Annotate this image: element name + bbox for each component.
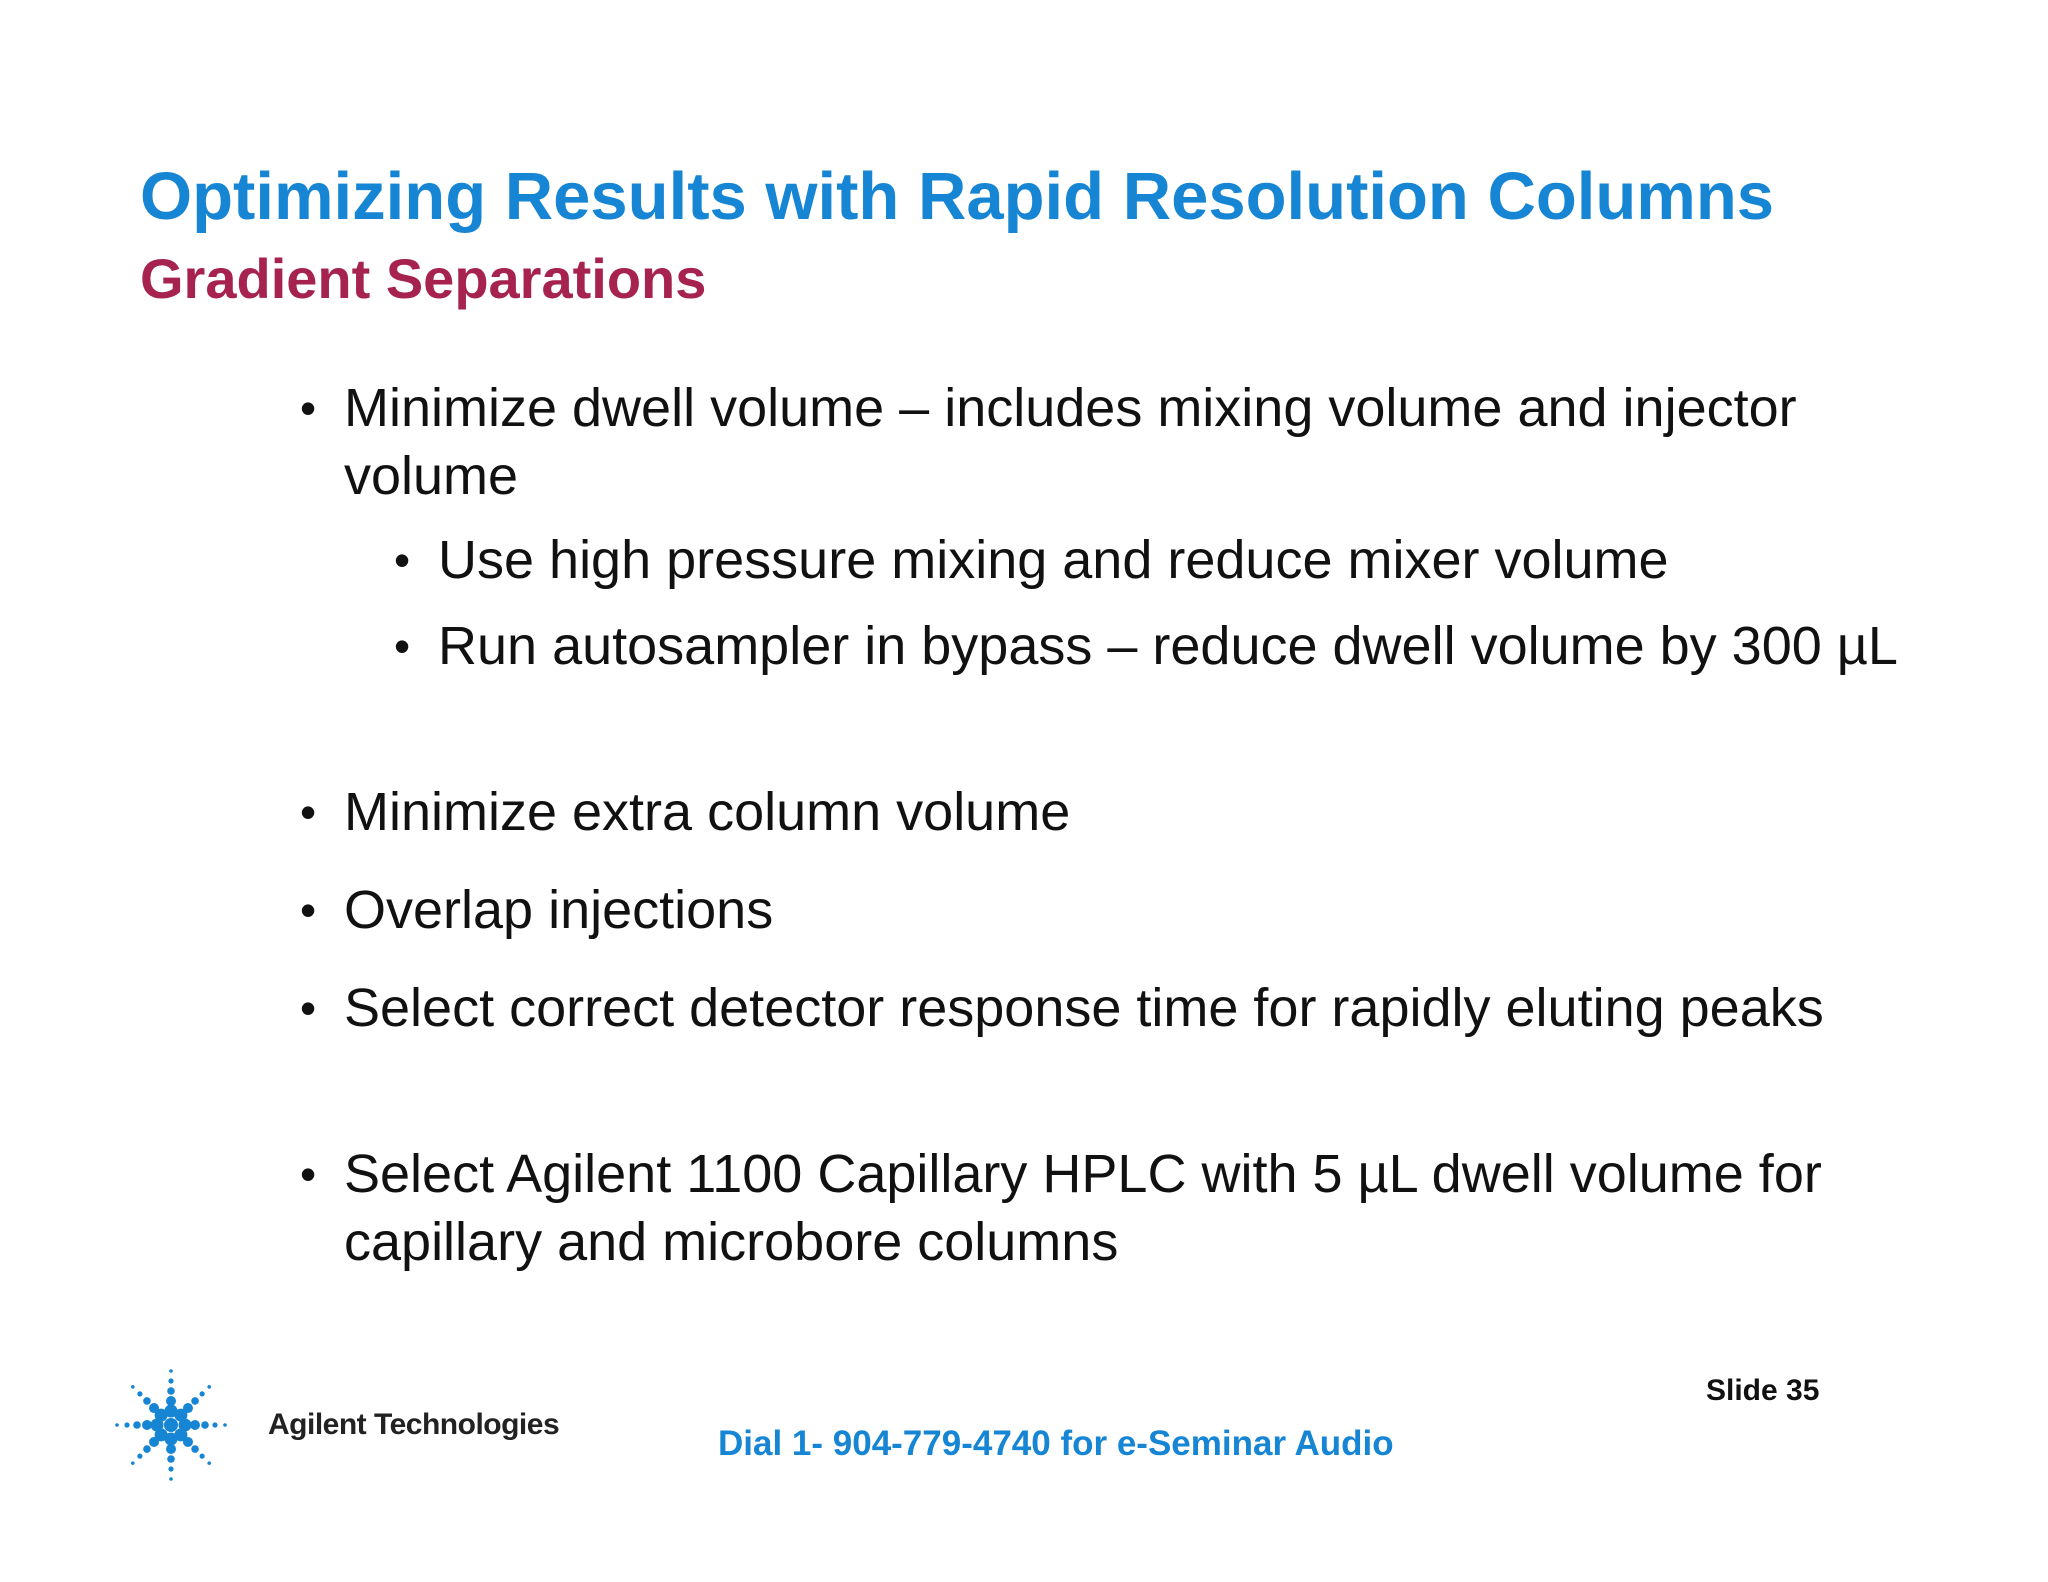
bullet-item: [300, 778, 1904, 846]
bullet-text: Minimize extra column volume: [344, 782, 1071, 842]
agilent-spark-icon: [106, 1360, 236, 1490]
bullet-text: Overlap injections: [344, 880, 774, 940]
sub-bullet-item: [394, 612, 1918, 680]
bullet-dot: •: [394, 620, 411, 672]
bullet-text: Select Agilent 1100 Capillary HPLC with 5 µL dwell volume for capillary and microbore columns: [344, 1144, 1822, 1272]
bullet-item: [300, 876, 1904, 944]
bullet-item: [300, 1140, 1904, 1276]
bullet-text: Run autosampler in bypass – reduce dwell volume by 300 µL: [438, 616, 1898, 676]
bullet-dot: •: [300, 1148, 317, 1200]
bullet-text: Minimize dwell volume – includes mixing volume and injector volume: [344, 378, 1797, 506]
bullet-dot: •: [300, 786, 317, 838]
slide-number: Slide 35: [1706, 1374, 1820, 1407]
bullet-text: Select correct detector response time for rapidly eluting peaks: [344, 978, 1824, 1038]
sub-bullet-item: [394, 526, 1918, 594]
bullet-dot: •: [300, 982, 317, 1034]
bullet-dot: •: [394, 534, 411, 586]
bullet-dot: •: [300, 884, 317, 936]
slide-subtitle: Gradient Separations: [140, 247, 707, 310]
bullet-text: Use high pressure mixing and reduce mixer volume: [438, 530, 1669, 590]
company-logo-text: Agilent Technologies: [268, 1408, 560, 1441]
bullet-item: [300, 974, 1904, 1042]
bullet-item: [300, 374, 1904, 510]
audio-dial-in: Dial 1- 904-779-4740 for e-Seminar Audio: [718, 1424, 1394, 1463]
bullet-dot: •: [300, 382, 317, 434]
slide-title: Optimizing Results with Rapid Resolution Columns: [140, 159, 1775, 234]
